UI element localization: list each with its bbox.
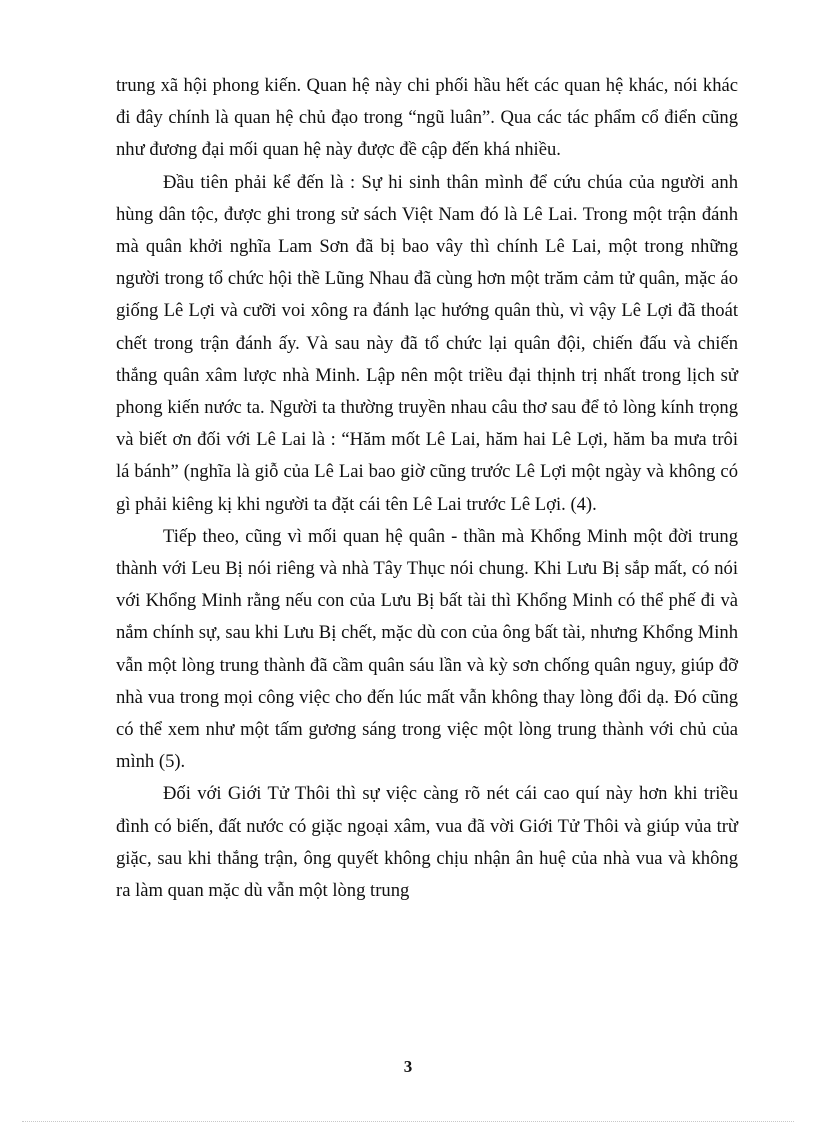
- paragraph-continuation: trung xã hội phong kiến. Quan hệ này chi phối hầu hết các quan hệ khác, nói khác đi đây chính là quan hệ chủ đạo trong “ngũ luân”. Qua các tác phẩm cổ điển cũng như đương đại mối quan hệ này được đề cập đến khá nhiều.: [116, 75, 738, 161]
- page-bottom-divider: [22, 1121, 794, 1122]
- page-number: 3: [403, 1057, 413, 1076]
- body-text: [116, 70, 738, 907]
- paragraph-le-lai: Đầu tiên phải kể đến là : Sự hi sinh thân mình để cứu chúa của người anh hùng dân tộc, được ghi trong sử sách Việt Nam đó là Lê Lai. Trong một trận đánh mà quân khởi nghĩa Lam Sơn đã bị bao vây thì chính Lê Lai, một trong những người trong tổ chức hội thề Lũng Nhau đã cùng hơn một trăm cảm tử quân, mặc áo giống Lê Lợi và cưỡi voi xông ra đánh lạc hướng quân thù, vì vậy Lê Lợi đã thoát chết trong trận đánh ấy. Và sau này đã tổ chức lại quân đội, chiến đấu và chiến thắng quân xâm lược nhà Minh. Lập nên một triều đại thịnh trị nhất trong lịch sử phong kiến nước ta. Người ta thường truyền nhau câu thơ sau để tỏ lòng kính trọng và biết ơn đối với Lê Lai là : “Hăm mốt Lê Lai, hăm hai Lê Lợi, hăm ba mưa trôi lá bánh” (nghĩa là giỗ của Lê Lai bao giờ cũng trước Lê Lợi một ngày và không có gì phải kiêng kị khi người ta đặt cái tên Lê Lai trước Lê Lợi. (4).: [116, 171, 738, 515]
- paragraph-gioi-tu-thoi: Đối với Giới Tử Thôi thì sự việc càng rõ nét cái cao quí này hơn khi triều đình có biến, đất nước có giặc ngoại xâm, vua đã vời Giới Tử Thôi và giúp vủa trừ giặc, sau khi thắng trận, ông quyết không chịu nhận ân huệ của nhà vua và không ra làm quan mặc dù vẫn một lòng trung: [116, 783, 738, 902]
- paragraph-khong-minh: Tiếp theo, cũng vì mối quan hệ quân - thần mà Khổng Minh một đời trung thành với Leu Bị nói riêng và nhà Tây Thục nói chung. Khi Lưu Bị sắp mất, có nói với Khổng Minh rằng nếu con của Lưu Bị bất tài thì Khổng Minh có thể phế đi và nắm chính sự, sau khi Lưu Bị chết, mặc dù con của ông bất tài, nhưng Khổng Minh vẫn một lòng trung thành đã cầm quân sáu lần và kỳ sơn chống quân nguy, giúp đỡ nhà vua trong mọi công việc cho đến lúc mất vẫn không thay lòng đổi dạ. Đó cũng có thể xem như một tấm gương sáng trong việc một lòng trung thành với chủ của mình (5).: [116, 525, 738, 773]
